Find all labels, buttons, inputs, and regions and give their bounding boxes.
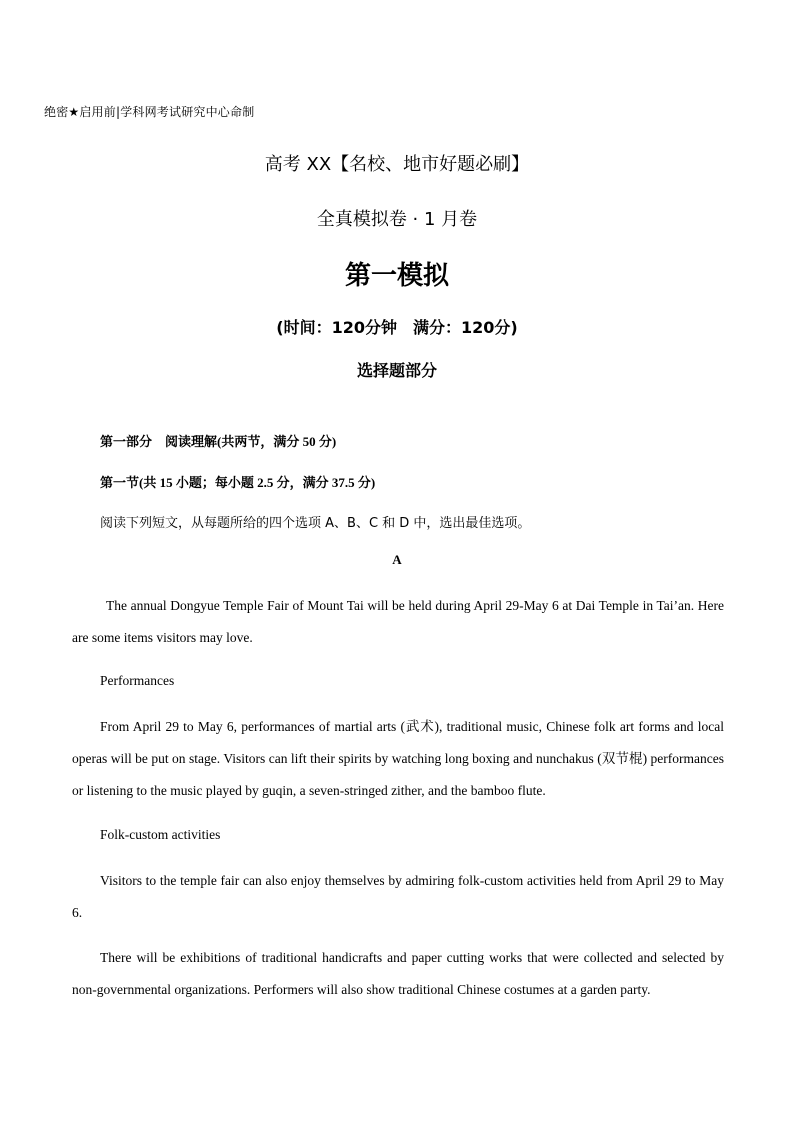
part-one-heading: 第一部分 阅读理解(共两节，满分 50 分) [100,434,337,449]
exam-title: 高考 XX【名校、地市好题必刷】 [264,154,530,175]
folk-custom-paragraph-1: Visitors to the temple fair can also enjoy themselves by admiring folk-custom activities held from April 29 to May 6. [72,873,724,920]
section-one-heading: 第一节(共 15 小题；每小题 2.5 分，满分 37.5 分) [100,475,376,490]
performances-heading: Performances [100,673,175,688]
reading-instruction: 阅读下列短文，从每题所给的四个选项 A、B、C 和 D 中，选出最佳选项。 [100,516,531,531]
exam-section-title: 选择题部分 [356,361,437,380]
passage-intro-paragraph: The annual Dongyue Temple Fair of Mount Tai will be held during April 29-May 6 at Dai Temple in Tai’an. Here are some items visitors may love. [72,598,724,645]
confidential-header-note: 绝密★启用前|学科网考试研究中心命制 [44,105,255,119]
exam-time-score-info: (时间：120分钟 满分：120分) [276,318,518,337]
exam-subtitle: 全真模拟卷 · 1 月卷 [316,209,478,230]
folk-custom-paragraph-2: There will be exhibitions of traditional handicrafts and paper cutting works that were collected and selected by non-governmental organizations. Performers will also show traditional Chinese costumes at a garden party. [72,950,724,997]
folk-custom-heading: Folk-custom activities [100,827,221,842]
exam-main-title: 第一模拟 [344,261,449,291]
performances-paragraph: From April 29 to May 6, performances of martial arts (武术), traditional music, Chinese folk art forms and local operas will be put on stage. Visitors can lift their spirits by watching long boxing and nunchakus (双节棍) performances or listening to the music played by guqin, a seven-stringed zither, and the bamboo flute. [72,719,724,798]
passage-label: A [392,552,402,567]
